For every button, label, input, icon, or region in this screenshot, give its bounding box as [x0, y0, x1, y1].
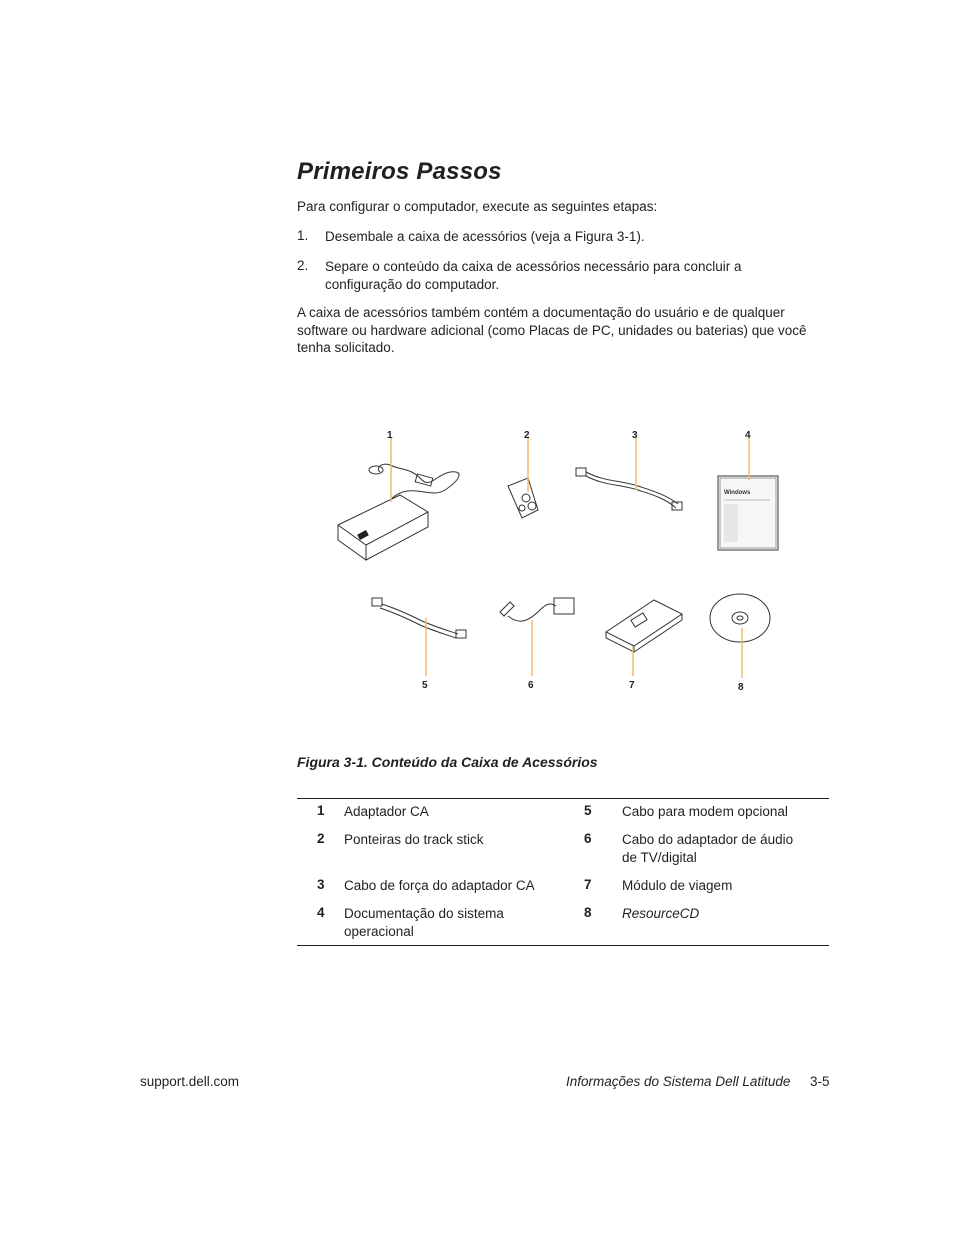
step-text: Desembale a caixa de acessórios (veja a Figura 3-1). — [325, 229, 645, 244]
footer-url: support.dell.com — [140, 1074, 240, 1089]
track-stick-caps-icon — [508, 430, 538, 518]
legend-number: 2 — [317, 831, 325, 846]
figure-label: 6 — [528, 680, 534, 691]
figure-label: 8 — [738, 682, 744, 693]
legend-number: 6 — [584, 831, 592, 846]
cd-icon — [710, 594, 770, 693]
step-number: 2. — [297, 258, 309, 273]
svg-text:Windows: Windows — [724, 490, 751, 496]
step-number: 1. — [297, 228, 309, 243]
travel-module-icon — [606, 600, 682, 691]
audio-cable-icon — [500, 598, 574, 691]
figure-label: 3 — [632, 430, 638, 441]
figure-label: 2 — [524, 430, 530, 441]
body-paragraph: A caixa de acessórios também contém a documentação do usuário e de qualquer software ou hardware adicional (como Placas de PC, unidades ou baterias) que você tenha solicitado. — [297, 305, 807, 355]
figure-label: 5 — [422, 680, 428, 691]
figure-caption: Figura 3-1. Conteúdo da Caixa de Acessórios — [297, 754, 598, 770]
intro-text: Para configurar o computador, execute as seguintes etapas: — [297, 199, 658, 214]
legend-text: Ponteiras do track stick — [344, 832, 484, 847]
figure-label: 1 — [387, 430, 393, 441]
legend-number: 5 — [584, 803, 592, 818]
legend-text: Módulo de viagem — [622, 878, 733, 893]
documentation-icon — [718, 430, 778, 550]
figure-label: 4 — [745, 430, 751, 441]
legend-number: 8 — [584, 905, 592, 920]
legend-number: 1 — [317, 803, 325, 818]
figure-label: 7 — [629, 680, 635, 691]
legend-text: Documentação do sistema operacional — [344, 906, 504, 939]
legend-text: Adaptador CA — [344, 804, 429, 819]
modem-cable-icon — [372, 598, 466, 691]
legend-number: 7 — [584, 877, 592, 892]
legend-text: Cabo de força do adaptador CA — [344, 878, 535, 893]
power-cable-icon — [576, 430, 682, 510]
legend-text: Cabo para modem opcional — [622, 804, 788, 819]
step-text: Separe o conteúdo da caixa de acessórios necessário para concluir a configuração do computador. — [325, 259, 742, 292]
ac-adapter-icon — [338, 430, 459, 560]
footer-title: Informações do Sistema Dell Latitude — [566, 1074, 791, 1089]
legend-number: 3 — [317, 877, 325, 892]
accessories-figure — [320, 420, 800, 700]
page-number: 3-5 — [810, 1074, 830, 1089]
legend-text: ResourceCD — [622, 906, 700, 921]
page-title: Primeiros Passos — [297, 158, 502, 185]
legend-number: 4 — [317, 905, 325, 920]
legend-text: Cabo do adaptador de áudio de TV/digital — [622, 832, 794, 865]
